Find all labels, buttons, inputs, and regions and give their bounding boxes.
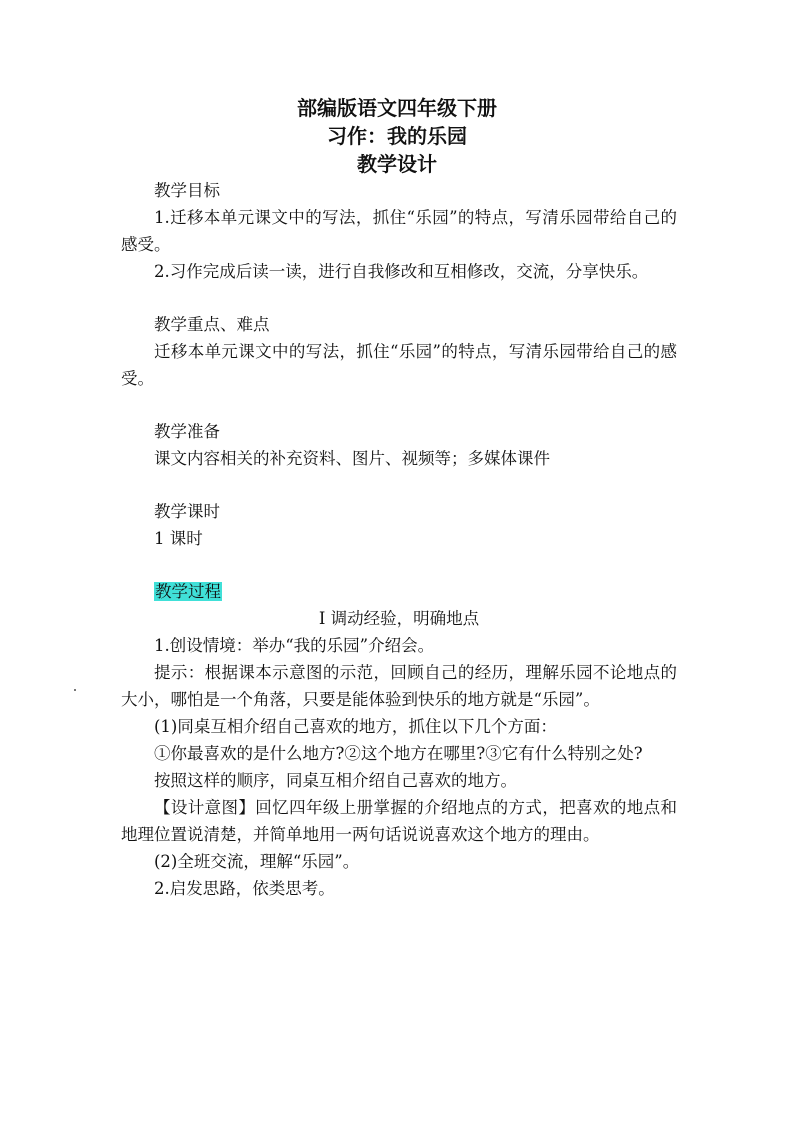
design-intent: 【设计意图】回忆四年级上册掌握的介绍地点的方式，把喜欢的地点和地理位置说清楚，并简单地用一两句话说说喜欢这个地方的理由。 [121, 798, 677, 844]
step-2: 2.启发思路，依类思考。 [154, 879, 335, 898]
hours-heading: 教学课时 [154, 502, 220, 521]
spacer [121, 552, 677, 578]
goals-heading: 教学目标 [154, 181, 220, 200]
preparation-text: 课文内容相关的补充资料、图片、视频等；多媒体课件 [154, 449, 550, 468]
step-1: 1.创设情境：举办“我的乐园”介绍会。 [154, 636, 435, 655]
stray-mark [74, 689, 76, 691]
title-line-1: 部编版语文四年级下册 [297, 96, 497, 120]
key-points-heading: 教学重点、难点 [154, 315, 270, 334]
spacer [121, 285, 677, 311]
document-title [0, 94, 794, 178]
spacer [121, 392, 677, 418]
preparation-heading: 教学准备 [154, 422, 220, 441]
process-heading: 教学过程 [155, 582, 221, 601]
key-points-text: 迁移本单元课文中的写法，抓住“乐园”的特点，写清乐园带给自己的感受。 [121, 342, 677, 388]
sub-step-2: (2)全班交流，理解“乐园”。 [154, 852, 360, 871]
process-heading-line [121, 578, 677, 605]
hint-text: 提示：根据课本示意图的示范，回顾自己的经历，理解乐园不论地点的大小，哪怕是一个角落，只要是能体验到快乐的地方就是“乐园”。 [121, 663, 677, 709]
sub-step-1: (1)同桌互相介绍自己喜欢的地方，抓住以下几个方面： [154, 717, 557, 736]
title-line-3: 教学设计 [357, 152, 437, 176]
section-1-title: Ⅰ 调动经验，明确地点 [318, 609, 480, 628]
document-body [121, 177, 677, 902]
questions-text: ①你最喜欢的是什么地方?②这个地方在哪里?③它有什么特别之处? [154, 744, 643, 763]
order-text: 按照这样的顺序，同桌互相介绍自己喜欢的地方。 [154, 771, 517, 790]
goals-item-2: 2.习作完成后读一读，进行自我修改和互相修改，交流，分享快乐。 [154, 262, 649, 281]
goals-item-1: 1.迁移本单元课文中的写法，抓住“乐园”的特点，写清乐园带给自己的感受。 [121, 208, 677, 254]
hours-text: 1 课时 [154, 529, 203, 548]
title-line-2: 习作：我的乐园 [327, 124, 467, 148]
spacer [121, 472, 677, 498]
